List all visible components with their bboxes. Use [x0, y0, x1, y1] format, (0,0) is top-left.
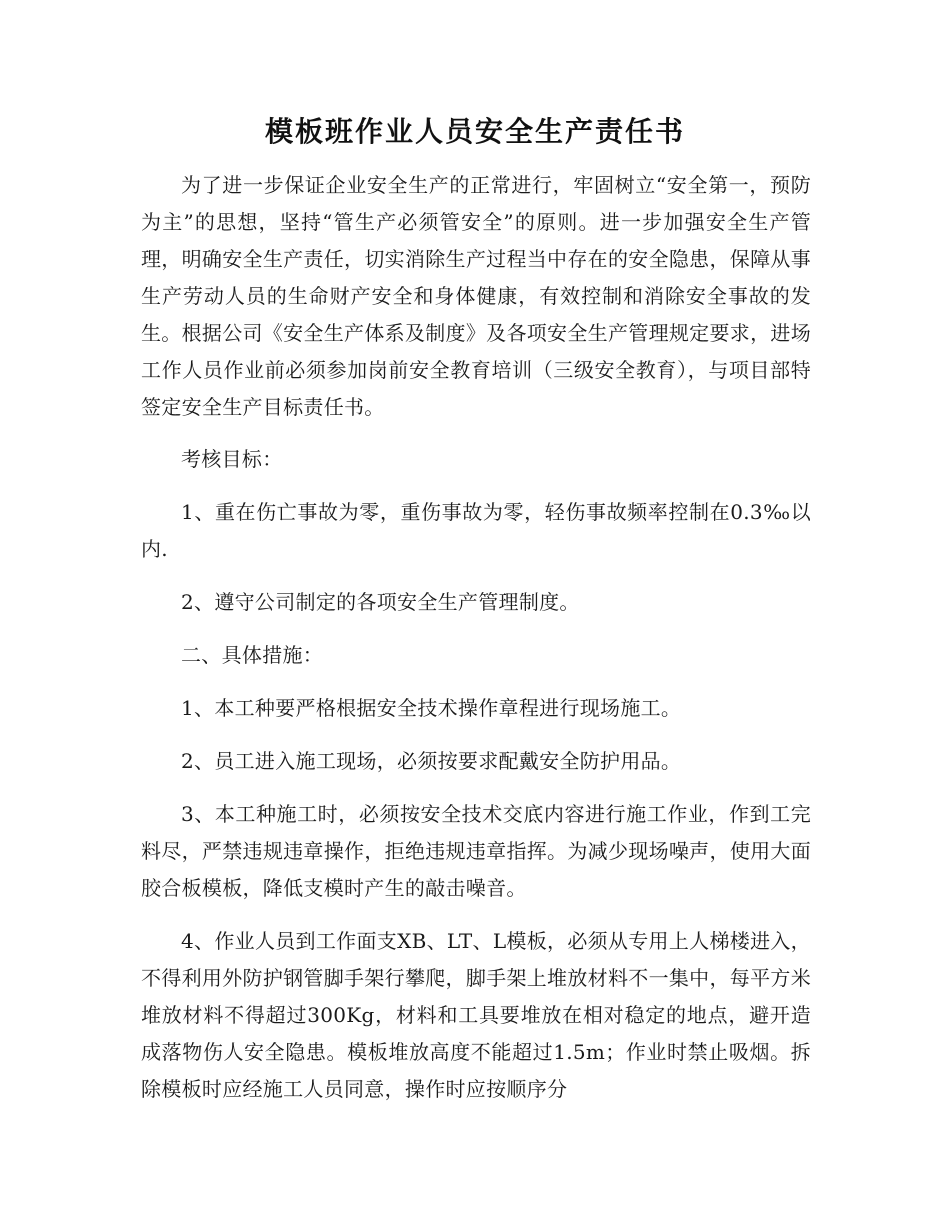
- paragraph-text: 考核目标：: [181, 447, 283, 471]
- paragraph-text: 2、遵守公司制定的各项安全生产管理制度。: [181, 590, 580, 614]
- paragraph-measure-1: [141, 690, 811, 727]
- paragraph-target-1: [141, 494, 811, 568]
- paragraph-text: 4、作业人员到工作面支XB、LT、L模板，必须从专用上人梯楼进入，不得利用外防护钢管脚手架行攀爬，脚手架上堆放材料不一集中，每平方米堆放材料不得超过300Kg，材料和工具要堆放在相对稳定的地点，避开造成落物伤人安全隐患。模板堆放高度不能超过1.5m；作业时禁止吸烟。拆除模板时应经施工人员同意，操作时应按顺序分: [141, 929, 811, 1101]
- paragraph-text: 1、重在伤亡事故为零，重伤事故为零，轻伤事故频率控制在0.3‰以内.: [141, 500, 811, 561]
- paragraph-intro: [141, 167, 811, 426]
- paragraph-text: 二、具体措施：: [181, 643, 324, 667]
- paragraph-measures-heading: [141, 637, 811, 674]
- paragraph-target-2: [141, 584, 811, 621]
- paragraph-measure-3: [141, 796, 811, 907]
- paragraph-assessment-heading: [141, 441, 811, 478]
- paragraph-text: 1、本工种要严格根据安全技术操作章程进行现场施工。: [181, 696, 682, 720]
- paragraph-text: 3、本工种施工时，必须按安全技术交底内容进行施工作业，作到工完料尽，严禁违规违章操作，拒绝违规违章指挥。为减少现场噪声，使用大面胶合板模板，降低支模时产生的敲击噪音。: [141, 802, 811, 900]
- document-title: 模板班作业人员安全生产责任书: [264, 115, 685, 148]
- paragraph-measure-2: [141, 743, 811, 780]
- paragraph-text: 2、员工进入施工现场，必须按要求配戴安全防护用品。: [181, 749, 682, 773]
- paragraph-text: 为了进一步保证企业安全生产的正常进行，牢固树立“安全第一，预防为主”的思想，坚持“管生产必须管安全”的原则。进一步加强安全生产管理，明确安全生产责任，切实消除生产过程当中存在的安全隐患，保障从事生产劳动人员的生命财产安全和身体健康，有效控制和消除安全事故的发生。根据公司《安全生产体系及制度》及各项安全生产管理规定要求，进场工作人员作业前必须参加岗前安全教育培训（三级安全教育），与项目部特签定安全生产目标责任书。: [141, 173, 811, 419]
- paragraph-measure-4: [141, 923, 811, 1108]
